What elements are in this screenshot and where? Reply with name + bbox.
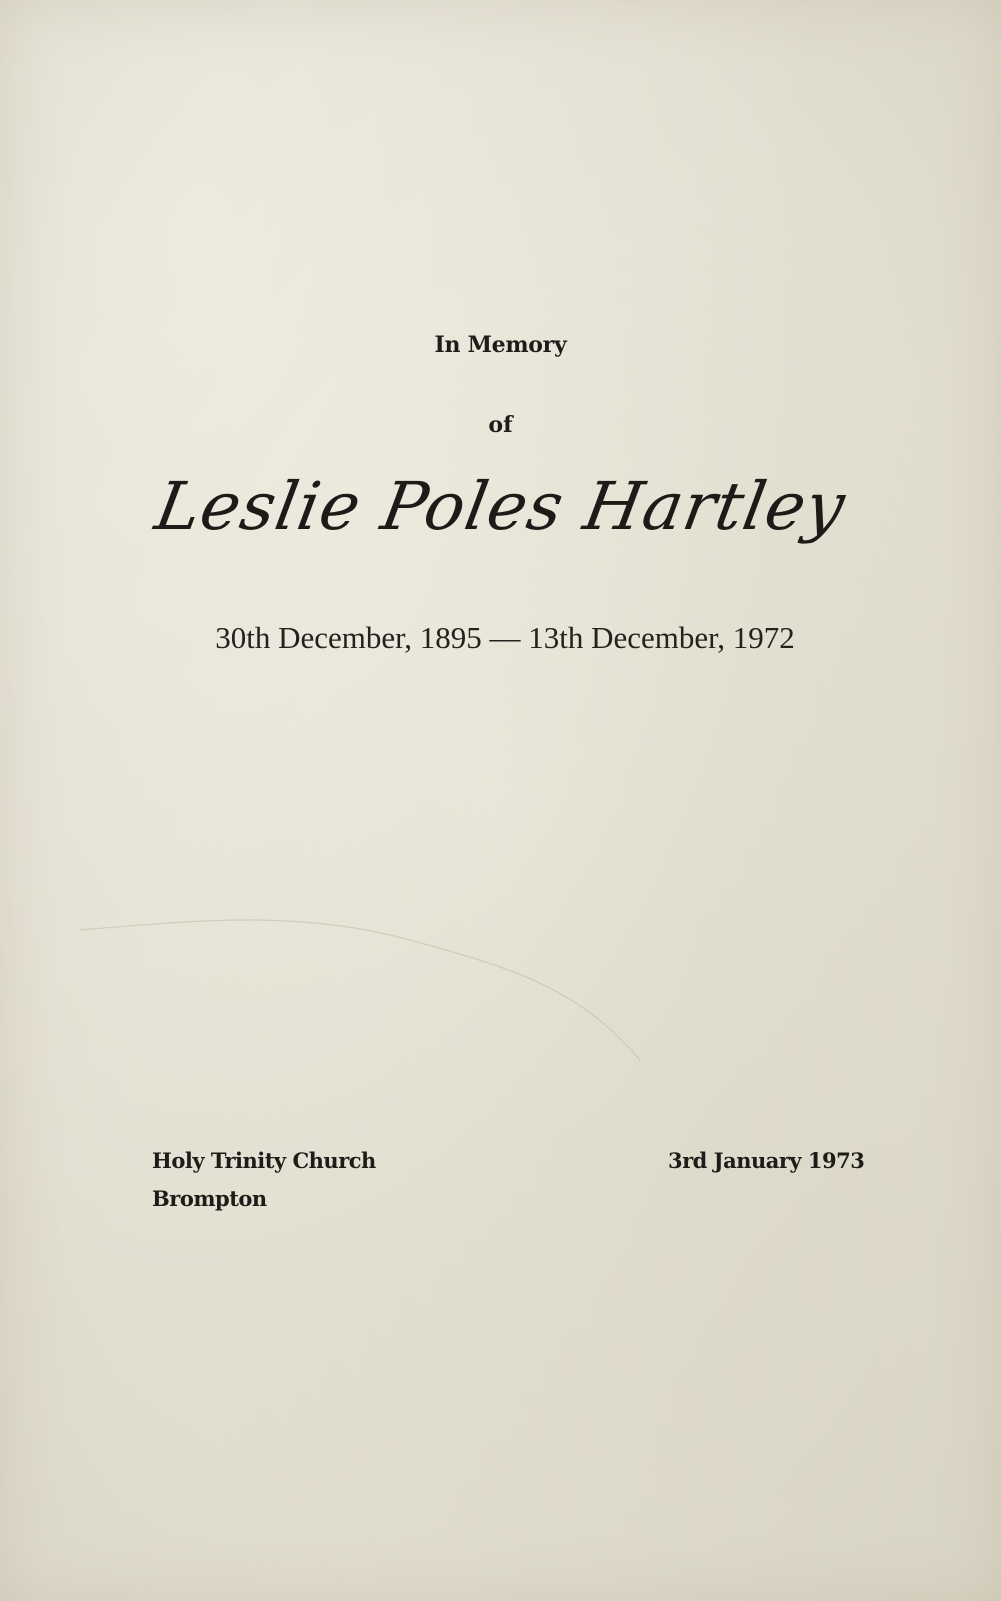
church-name: Holy Trinity Church — [152, 1148, 376, 1173]
heading-in-memory: In Memory — [434, 332, 567, 358]
service-location — [152, 1142, 376, 1218]
life-dates: 30th December, 1895 — 13th December, 1972 — [215, 620, 795, 655]
paper-crease — [80, 900, 780, 1100]
heading-of: of — [488, 412, 513, 438]
deceased-name: Leslie Poles Hartley — [149, 468, 852, 545]
service-date: 3rd January 1973 — [668, 1148, 865, 1173]
church-locality: Brompton — [152, 1186, 267, 1211]
